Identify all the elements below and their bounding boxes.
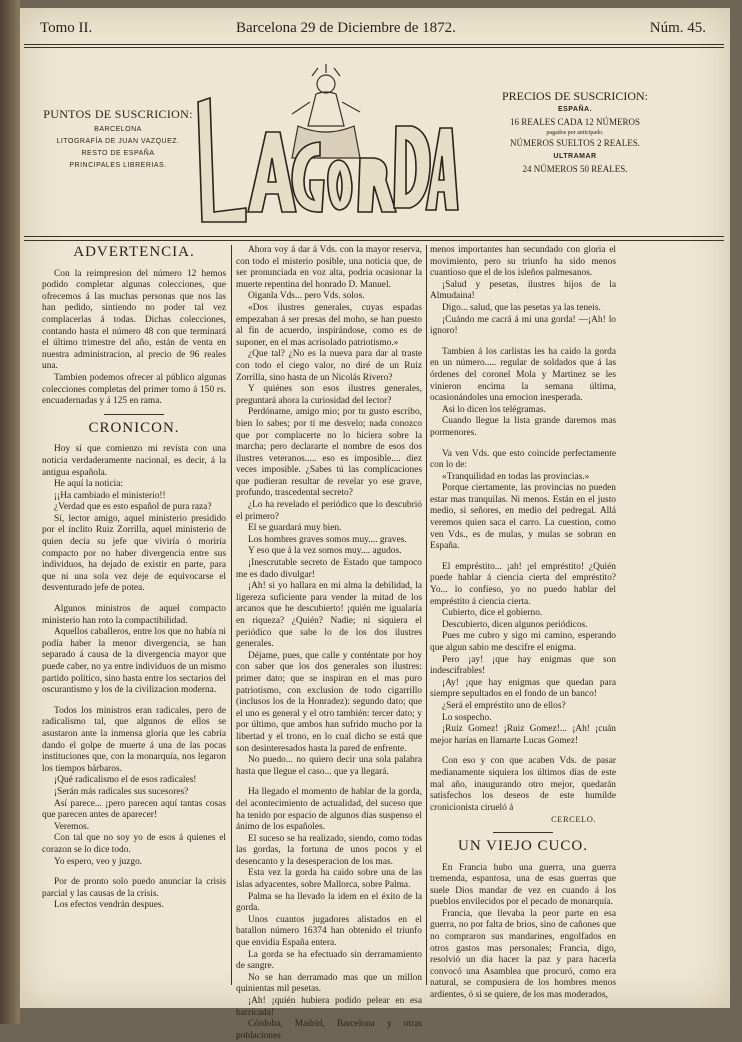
advertencia-paragraph: Tambien podemos ofrecer al público algunas colecciones completas del primer tomo á 150 rs. encuadernadas y á 125 en rama. <box>42 372 226 407</box>
masthead-lettering <box>198 98 458 222</box>
cronicon-paragraph: Veremos. <box>54 821 90 832</box>
column-3-paragraph: Lo sospecho. <box>442 712 492 723</box>
cronicon-paragraph: Aquellos caballeros, entre los que no había ni podía haber la menor divergencia, se han separado á causa de la divergencia mayor que puede caber, no ya entre individuos de un mismo partido político, sino hasta entre los sectarios del oscurantismo y los de la civilizacion moderna. <box>42 627 226 696</box>
paragraph-gap <box>42 697 226 706</box>
cronicon-paragraph: Los efectos vendrán despues. <box>54 900 164 911</box>
column-2-paragraph: ¿Lo ha revelado el periódico que lo descubrió el primero? <box>236 500 422 522</box>
column-2-paragraph: Ha llegado el momento de hablar de la gorda, del acontecimiento de actualidad, del suceso que ha tenido por espacio de algunos días suspenso el ánimo de los españoles. <box>236 787 422 833</box>
column-3-paragraph: ¡Salud y pesetas, ilustres hijos de la Almudaina! <box>430 279 616 302</box>
cronicon-paragraph: He aquí la noticia: <box>54 479 123 490</box>
subscription-city: BARCELONA <box>94 126 142 133</box>
viejo-cuco-body <box>430 863 616 1002</box>
column-2-paragraph: El se guardará muy bien. <box>248 523 342 534</box>
column-3-paragraph: El empréstito... ¡ah! ¡el empréstito! ¿Quién puede hablar á ciencia cierta del empréstito? Yo... lo confieso, yo no puedo hablar del empréstito á ciencia cierta. <box>430 561 616 607</box>
column-3-paragraph: Cuando llegue la lista grande daremos mas pormenores. <box>430 416 616 438</box>
region-overseas: ULTRAMAR <box>553 153 597 160</box>
price-line-single: NÚMEROS SUELTOS 2 REALES. <box>509 138 641 148</box>
column-2-paragraph: ¿Que tal? ¿No es la nueva para dar al traste con todo el ciego valor, no diré de un Ruiz Zorrilla, sino hasta de un Nicolás Rivero? <box>236 349 422 383</box>
column-3-paragraph: Digo... salud, que las pesetas ya las teneis. <box>442 302 601 313</box>
header-bar <box>28 20 724 42</box>
column-3-paragraph: Pero ¡ay! ¡que hay enigmas que son indescifrables! <box>430 654 616 677</box>
column-3-paragraph: ¡Cuándo me cacrá á mí una gorda! —¡Ah! lo ignoro! <box>430 314 616 337</box>
column-2-paragraph: Esta vez la gorda ha caido sobre una de las islas adyacentes, sobre Mallorca, sobre Palma. <box>236 868 422 891</box>
masthead-illustration <box>188 62 458 222</box>
column-2-paragraph: Y eso que á la vez somos muy.... agudos. <box>248 546 402 557</box>
column-2-paragraph: ¡Inescrutable secreto de Estado que tampoco me es dado divulgar! <box>236 558 422 580</box>
author-signature: CERCELO. <box>551 814 596 825</box>
subscription-prices <box>460 90 690 176</box>
column-3 <box>430 245 616 1001</box>
column-2-paragraph: El suceso se ha realizado, siendo, como todas las gordas, la fortuna de unos pocos y el desencanto y la desesperacion de los mas. <box>236 833 422 867</box>
section-rule <box>104 414 164 415</box>
column-3-paragraph: menos importantes han secundado con gloria el movimiento, pero su triunfo ha sido menos cuantioso que el de los isleños palmesanos. <box>430 245 616 279</box>
price-line-overseas: 24 NÚMEROS 50 REALES. <box>522 164 628 174</box>
cronicon-heading: CRONICON. <box>88 419 180 436</box>
subscription-shop: LITOGRAFÍA DE JUAN VAZQUEZ. <box>56 138 180 145</box>
paragraph-gap <box>42 595 226 604</box>
column-2-paragraph: Y quiénes son esos ilustres generales, preguntará ahora la curiosidad del lector? <box>236 384 422 406</box>
column-2-paragraph: ¡Ah! ¡quién hubiera podido pelear en esa barricada! <box>236 996 422 1018</box>
column-2-paragraph: ¡Ah! si yo hallara en mi alma la debilidad, la ligereza suficiente para vender la mitad de los arcanos que he descubierto! ¡quién me igualaría en riqueza? ¿Quién? Nadie; ni siquiera el periódico que sabe lo de los dos ilustres generales. <box>236 581 422 650</box>
column-separator-1 <box>231 245 232 985</box>
subscription-prices-title: PRECIOS DE SUSCRICION: <box>501 89 649 103</box>
column-3-paragraph: Porque ciertamente, las provincias no pueden estar mas tranquilas. Ni menos. Están en el justo medio, si señores, en medio del pedregal. Allá veremos quien saca el carro. La cuestion, como ven Vds., es de mulas, y mulas se sobran en España. <box>430 483 616 552</box>
allegorical-figure <box>292 64 360 158</box>
volume-label: Tomo II. <box>40 20 93 36</box>
column-separator-2 <box>426 245 427 985</box>
column-2 <box>236 245 422 1041</box>
cronicon-paragraph: Algunos ministros de aquel compacto ministerio han roto la compactibilidad. <box>42 604 226 626</box>
column-2-paragraph: «Dos ilustres generales, cuyas espadas empezaban á ser presas del moho, se han puesto al fin de acuerdo, inspirándose, como es de suponer, en el mas acrisolado patriotismo.» <box>236 302 422 348</box>
advertencia-body <box>42 269 226 408</box>
masthead-rule-bottom <box>24 240 724 241</box>
paragraph-gap <box>430 338 616 347</box>
cronicon-paragraph: ¡Qué radicalismo el de esos radicales! <box>54 775 197 786</box>
column-3-paragraph: Pues me cubro y sigo mi camino, esperando que algun sabio me descifre el enigma. <box>430 631 616 653</box>
price-line-note: pagados por anticipado. <box>546 130 604 136</box>
price-line-12-issues: 16 REALES CADA 12 NÚMEROS <box>509 117 640 127</box>
column-3-paragraph: ¿Será el empréstito uno de ellos? <box>442 700 566 711</box>
column-3-paragraph: Va ven Vds. que esto coincide perfectamente con lo de: <box>430 448 616 471</box>
region-spain: ESPAÑA. <box>557 106 593 113</box>
column-1 <box>42 245 226 985</box>
paragraph-gap <box>430 440 616 449</box>
column-2-paragraph: Perdóname, amigo mio; por tu gusto escribo, bien lo sabes; por tí me desvelo; nada conozco que por complacerte no lo hiciera sobre la marcha; pero declararte el nombre de esos dos ilustres veteranos..... eso es imposible.... diez veces imposible. ¿Sabes tú las complicaciones que pudieran resultar de revelar yo ese grave, profundo, trascedental secreto? <box>236 407 422 499</box>
column-2-paragraph: La gorda se ha efectuado sin derramamiento de sangre. <box>236 949 422 972</box>
advertencia-paragraph: Con la reimpresion del número 12 hemos podido completar algunas colecciones, que ofrecemos á las muchas personas que nos las han pedido, sintiendo no poder tal vez complacerlas á todas. Dichas colecciones, contando hasta el número 48 con que terminará el último trimestre del año, están de venta en nuestra administracion, al precio de 96 reales una. <box>42 268 226 372</box>
dateline: Barcelona 29 de Diciembre de 1872. <box>236 20 456 36</box>
header-rule-bottom <box>24 47 724 48</box>
column-2-paragraph: Unos cuantos jugadores alistados en el batallon número 16374 han obtenido el triunfo que envidia España entera. <box>236 914 422 949</box>
column-3-paragraph: ¡Ay! ¡que hay enigmas que quedan para siempre sepultados en el fondo de un banco! <box>430 677 616 700</box>
cronicon-body <box>42 444 226 912</box>
advertencia-heading: ADVERTENCIA. <box>73 244 195 260</box>
column-2-body <box>236 245 422 1042</box>
subscription-rest: RESTO DE ESPAÑA <box>81 150 155 157</box>
subscription-bookshops: PRINCIPALES LIBRERIAS. <box>69 162 167 169</box>
column-3-paragraph: Tambien á los carlistas les ha caido la gorda en un número..... regular de soldados que á las órdenes del coronel Mola y Martinez se les vinieron encima la semana última, ocasionándoles una emocion inesperada. <box>430 346 616 404</box>
paragraph-gap <box>430 553 616 562</box>
column-3-paragraph: Cubierto, dice el gobierno. <box>442 608 543 619</box>
section-rule <box>493 832 553 833</box>
column-2-paragraph: Déjame, pues, que calle y conténtate por hoy con saber que los dos generales son ilustres: primer dato; que se inspiran en el mas puro patriotismo, con exclusion de todo cigarrillo (inclusos los de la Honradez): segundo dato; que el uno es general y el otro también: tercer dato; y por último, que ambos han sufrido mucho por la libertad y el trono, en lo cual dicho se está que son desinteresados hasta la pared de enfrente. <box>236 650 422 754</box>
cronicon-paragraph: Todos los ministros eran radicales, pero de radicalismo tal, que algunos de ellos se asustaron ante la inmensa gloria que les cabría dando el golpe de muerte á una de las pocas instituciones que, con la monarquía, nos legaron los tiempos bárbaros. <box>42 705 226 774</box>
column-3-paragraph: Con eso y con que acaben Vds. de pasar medianamente siquiera los últimos días de este mal año, inaugurando otro mejor, quedarán satisfechos los deseos de este humilde cronicionista cirueló á <box>430 756 616 813</box>
viejo-cuco-paragraph: En Francia hubo una guerra, una guerra tremenda, espantosa, una de esas guerras que suele Dios mandar de vez en cuando á los pueblos envilecidos por el pecado de monarquía. <box>430 862 616 908</box>
cronicon-paragraph: Por de pronto solo puedo anunciar la crisis parcial y las causas de la crisis. <box>42 877 226 899</box>
column-3-body <box>430 245 616 814</box>
cronicon-paragraph: ¿Verdad que es esto español de pura raza? <box>54 502 212 513</box>
column-2-paragraph: Córdoba, Madrid, Barcelona y otras poblaciones <box>236 1019 422 1041</box>
cronicon-paragraph: Yo espero, veo y juzgo. <box>54 856 143 867</box>
column-2-paragraph: Ahora voy á dar á Vds. con la mayor reserva, con todo el misterio posible, una noticia que, de ser pronunciada en voz alta, podria ocasionar la muerte repentina del honrado D. Manuel. <box>236 245 422 290</box>
column-3-paragraph: Asi lo dicen los telégramas. <box>442 404 546 415</box>
column-2-paragraph: No puedo... no quiero decir una sola palabra hasta que llegue el caso... que ya llegará. <box>236 755 422 777</box>
cronicon-paragraph: Así parece... ¡pero parecen aquí tantas cosas que parecen antes de aparecer! <box>42 798 226 821</box>
cronicon-paragraph: Con tal que no soy yo de esos á quienes el corazon se lo dice todo. <box>42 833 226 855</box>
cronicon-paragraph: Hoy sí que comienzo mi revista con una noticia verdaderamente nacional, es decir, á la antigua española. <box>42 444 226 478</box>
book-binding <box>0 0 20 1024</box>
cronicon-paragraph: Sí, lector amigo, aquel ministerio presidido por el ínclito Ruiz Zorrilla, aquel ministerio de quien decía su jefe que viviría ó moriría compacto por no haber divergencia entre sus individuos, ha dejado de existir en parte, para que ni una sola vez deje de equivocarse el desventurado jefe de potea. <box>42 513 226 594</box>
column-2-paragraph: No se han derramado mas que un millon quinientas mil pesetas. <box>236 972 422 995</box>
issue-number: Núm. 45. <box>649 20 706 36</box>
subscription-points <box>28 108 208 172</box>
masthead-rule-top <box>24 236 724 237</box>
viejo-cuco-paragraph: Francia, que llevaba la peor parte en esa guerra, no por falta de brios, sino de cañones que no compraron sus mandarines, engolfados en otros gastos mas personales; Francia, digo, resolvió un dia hacer la paz y para hacerla convocó una Asamblea que procuró, como era natural, se compusiera de los hombres menos ardientes, ó si se quiere, de los mas moderados, <box>430 908 616 1001</box>
column-2-paragraph: Palma se ha llevado la idem en el éxito de la gorda. <box>236 891 422 914</box>
cronicon-paragraph: ¡Serán más radicales sus sucesores? <box>54 786 189 797</box>
column-3-paragraph: Descubierto, dicen algunos periódicos. <box>442 619 588 630</box>
paragraph-gap <box>430 747 616 756</box>
column-2-paragraph: Oiganla Vds... pero Vds. solos. <box>248 291 365 302</box>
column-2-paragraph: Los hombres graves somos muy.... graves. <box>248 534 407 545</box>
column-3-paragraph: «Tranquilidad en todas las provincias.» <box>442 471 590 482</box>
header-rule-top <box>24 44 724 45</box>
paragraph-gap <box>42 868 226 877</box>
column-3-paragraph: ¡Ruiz Gomez! ¡Ruiz Gomez!... ¡Ah! ¡cuán mejor harías en llamarte Lucas Gomez! <box>430 724 616 746</box>
cronicon-paragraph: ¡¡Ha cambiado el ministerio!! <box>54 490 166 501</box>
subscription-points-title: PUNTOS DE SUSCRICION: <box>43 107 193 121</box>
viejo-cuco-heading: UN VIEJO CUCO. <box>458 837 588 854</box>
paragraph-gap <box>236 778 422 787</box>
